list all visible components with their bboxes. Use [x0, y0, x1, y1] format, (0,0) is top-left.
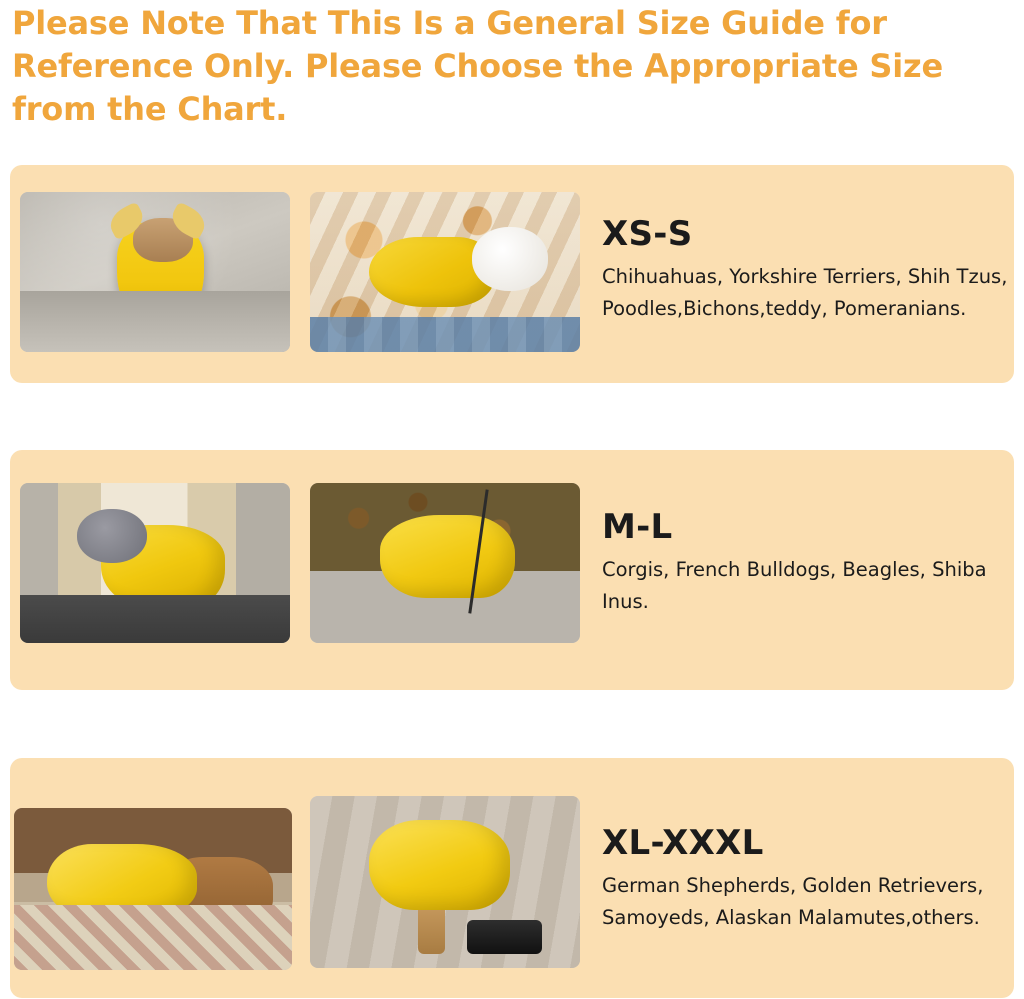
size-description: Corgis, French Bulldogs, Beagles, Shiba Inus. — [602, 558, 987, 613]
page-title: Please Note That This Is a General Size Guide for Reference Only. Please Choose the Appropriate Size from the Chart. — [12, 4, 943, 128]
size-photo-right — [310, 192, 580, 352]
size-row — [10, 758, 1014, 998]
size-photo-left — [20, 192, 290, 352]
size-label: XL-XXXL — [602, 823, 764, 863]
size-label: XS-S — [602, 214, 693, 254]
size-label: M-L — [602, 507, 673, 547]
size-row — [10, 165, 1014, 383]
size-description: Chihuahuas, Yorkshire Terriers, Shih Tzus, Poodles,Bichons,teddy, Pomeranians. — [602, 265, 1008, 320]
size-photo-right — [310, 483, 580, 643]
size-text-column — [602, 215, 1012, 325]
size-photo-left — [14, 808, 292, 970]
size-row — [10, 450, 1014, 690]
size-photo-right — [310, 796, 580, 968]
size-photo-left — [20, 483, 290, 643]
size-text-column — [602, 508, 1012, 618]
size-text-column — [602, 824, 1012, 934]
size-description: German Shepherds, Golden Retrievers, Samoyeds, Alaskan Malamutes,others. — [602, 874, 984, 929]
